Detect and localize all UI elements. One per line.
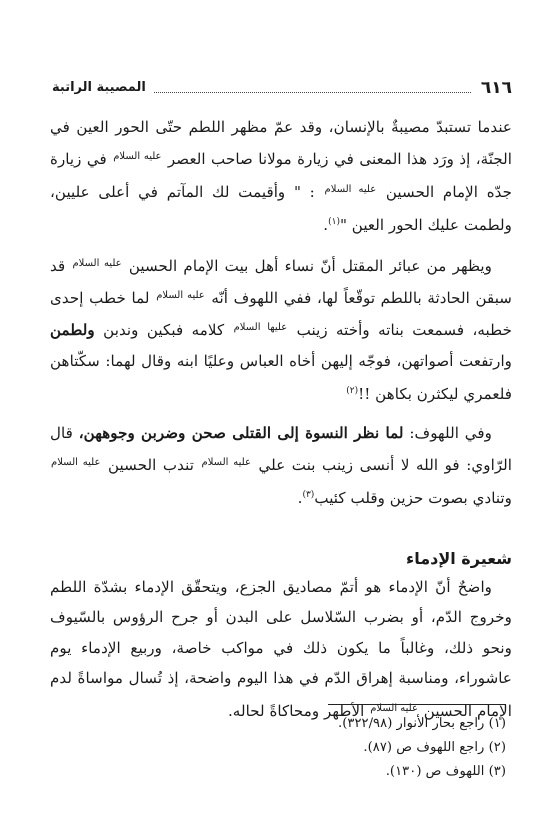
paragraph-1-end: . — [323, 216, 329, 235]
header-dotted-rule — [154, 92, 471, 93]
honorific-peace-glyph: عليه السلام — [113, 151, 162, 163]
paragraph-1 — [50, 112, 512, 241]
paragraph-3-end: . — [297, 489, 303, 508]
section-paragraph-text-b: الأطهر ومحاكاةً لحاله. — [227, 701, 365, 720]
page-number: ٦١٦ — [480, 78, 512, 98]
paragraph-3-bold-phrase: لما نظر النسوة إلى القتلى صحن وضربن وجوههن، — [78, 423, 404, 442]
honorific-peace-her-glyph: عليها السلام — [233, 322, 288, 334]
footnote-1: (١) راجع بحار الأنوار (٣٢٢/٩٨). — [338, 716, 506, 731]
paragraph-1-text-b: في زيارة جدّه الإمام الحسين — [50, 150, 513, 201]
paragraph-3-text-b: قال الرّاوي: فو الله لا أنسى زينب بنت علي — [50, 423, 513, 475]
paragraph-1-text-a: عندما تستبدّ مصيبةٌ بالإنسان، وقد عمّ مظهر اللطم حتّى الحور العين في الجنّة، إذ ورَد هذا المعنى في زيارة مولانا صاحب العصر — [50, 118, 513, 169]
paragraph-3-text-a: وفي اللهوف: — [409, 423, 492, 442]
footnote-2: (٢) راجع اللهوف ص (٨٧). — [363, 740, 506, 755]
paragraph-1-quote: : " وأقيمت لك المآتم في أعلى عليين، ولطمت عليك الحور العين " — [50, 182, 512, 235]
paragraph-2-text-c: لما خطب إحدى خطبه، فسمعت بناته وأخته زينب — [50, 289, 512, 340]
footnote-ref-2: (٢) — [346, 386, 359, 397]
honorific-peace-glyph: عليه السلام — [201, 457, 251, 469]
section-paragraph — [50, 572, 512, 726]
paragraph-2-text-e: وارتفعت أصواتهن، فوجّه إليهن أخاه العباس وعليًا ابنه وقال لهما: سكّتاهن فلعمري ليكثرن بكاهن !! — [50, 351, 512, 404]
footnotes — [60, 701, 512, 785]
footnote-ref-3: (٣) — [302, 490, 315, 501]
honorific-peace-glyph: عليه السلام — [51, 457, 101, 469]
paragraph-3-text-c: تندب الحسين — [108, 456, 194, 475]
paragraph-2-bold-word: ولطمن — [50, 321, 95, 340]
paragraph-3 — [50, 418, 512, 514]
paragraph-2-text-d: كلامه فبكين وندبن — [103, 321, 225, 340]
paragraph-2-text-b: قد سبقن الحادثة باللطم توقّعاً لها، ففي اللهوف أنّه — [50, 256, 513, 308]
footnote-list — [60, 713, 512, 783]
paragraph-2-text-a: ويظهر من عبائر المقتل أنّ نساء أهل بيت الإمام الحسين — [128, 256, 492, 275]
body-text — [50, 112, 512, 726]
footnote-3: (٣) اللهوف ص (١٣٠). — [385, 764, 506, 779]
running-title: المصيبة الراتبة — [52, 80, 146, 95]
honorific-peace-glyph: عليه السلام — [156, 290, 205, 302]
section-heading: شعيرة الإدماء — [406, 548, 512, 568]
footnote-ref-1: (١) — [328, 217, 340, 228]
page-header — [52, 72, 512, 98]
paragraph-2 — [50, 249, 512, 410]
honorific-peace-glyph: عليه السلام — [370, 702, 418, 714]
honorific-peace-glyph: عليه السلام — [72, 257, 122, 269]
paragraph-3-text-d: وتنادي بصوت حزين وقلب كئيب — [314, 489, 512, 508]
footnote-separator — [328, 704, 506, 705]
honorific-peace-glyph: عليه السلام — [324, 183, 377, 195]
section-paragraph-text-a: واضحٌ أنّ الإدماء هو أتمّ مصاديق الجزع، ويتحقّق الإدماء بشدّة اللطم وخروج الدّم، أو بضرب السّلاسل على البدن أو جرح الرؤوس بالسّيوف ونحو ذلك، وغالباً ما يكون ذلك في مواكب خاصة، وربيع الإدماء يوم عاشوراء، ومناسبة إهراق الدّم في هذا اليوم واضحة، إذ تُسال مواساةً لدم الإمام الحسين — [50, 577, 512, 720]
